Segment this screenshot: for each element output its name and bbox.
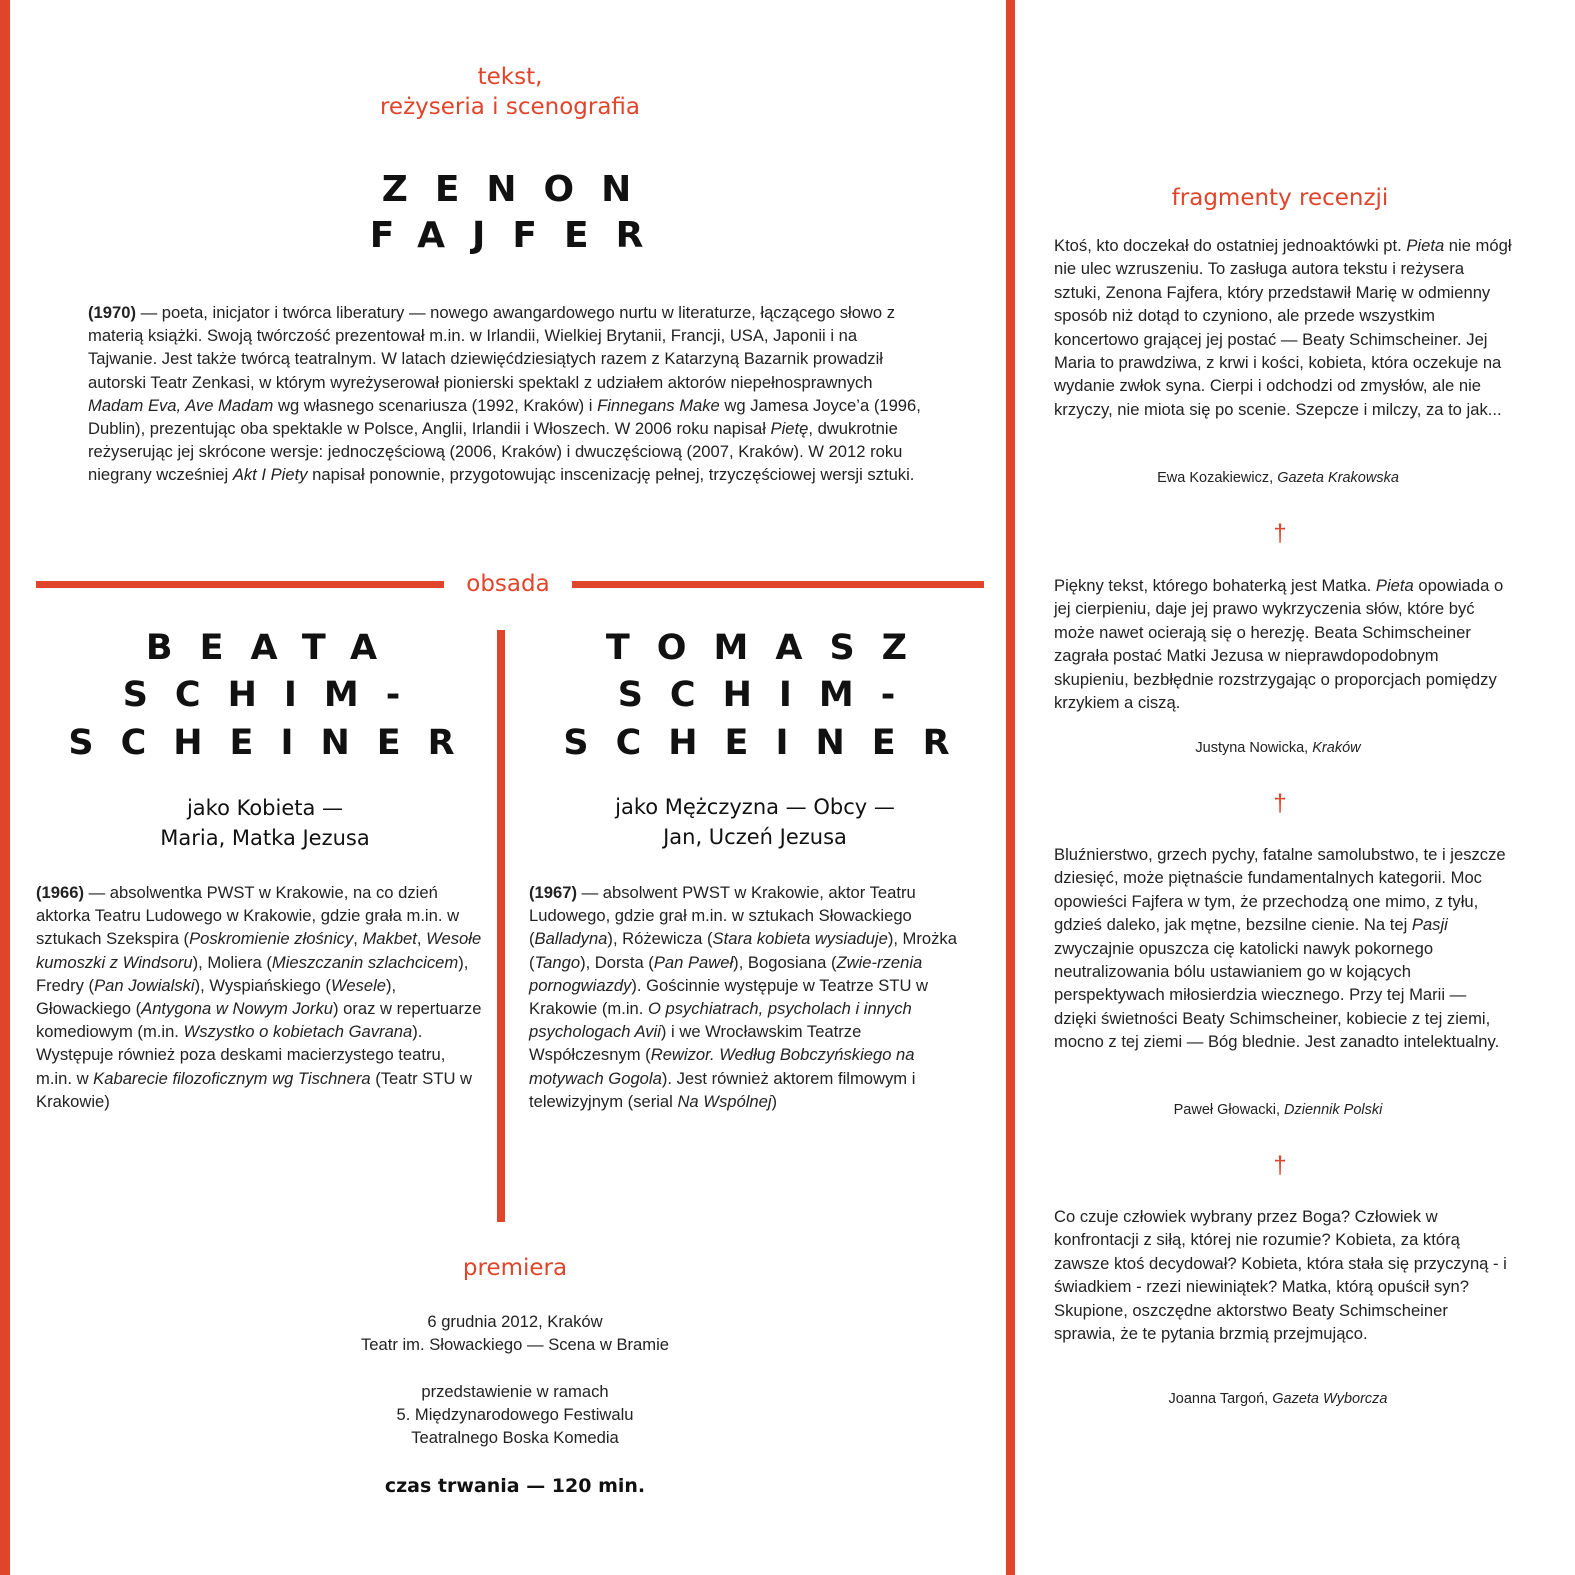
bio-text: ,: [353, 929, 363, 949]
review-text: opowiada o jej cierpieniu, daje jej prawo wykrzyczenia słów, które być może nawet ocierają się o herezję. Beata Schimscheiner zagrała postać Matki Jezusa w nieprawdopodobnym skupieniu, bezbłędnie rozstrzygając o proporcjach pomiędzy krzykiem a ciszą.: [1054, 576, 1504, 713]
bio-title: Pietę: [770, 419, 809, 439]
bio-title: Wesołe kumoszki z Windsoru: [36, 929, 482, 972]
actor-name-line-2: SCHIM-: [617, 675, 923, 715]
review-publication: Dziennik Polski: [1284, 1102, 1383, 1118]
cross-icon: †: [1273, 790, 1287, 817]
bio-text: ): [771, 1091, 778, 1111]
bio-text: — poeta, inicjator i twórca liberatury — nowego awangardowego nurtu w literaturze, łączącego słowo z materią książki. Swoją twórczość prezentował m.in. w Irlandii, Wielkiej Brytanii, Francji, USA, Japonii i na Tajwanie. Jest także twórcą teatralnym. W latach dziewięćdziesiątych razem z Katarzyną Bazarnik prowadził autorski Teatr Zenkasi, w którym wyreżyserował pionierski spektakl z udziałem aktorów niepełnosprawnych: [88, 303, 896, 392]
premiere-festival-line-1: przedstawienie w ramach: [421, 1382, 609, 1401]
bio-text: — absolwentka PWST w Krakowie, na co dzień aktorka Teatru Ludowego w Krakowie, gdzie grała m.in. w sztukach Szekspira (: [36, 883, 460, 949]
bio-text: ), Dorsta (: [580, 952, 654, 972]
column-divider-rule: [1006, 0, 1015, 1575]
bio-title: Antygona w Nowym Jorku: [141, 999, 333, 1019]
bio-text: napisał ponownie, przygotowując inscenizację pełnej, trzyczęściowej wersji sztuki.: [307, 465, 915, 485]
review-author: Ewa Kozakiewicz,: [1157, 470, 1278, 486]
cast-divider-rule: [497, 630, 505, 1222]
bio-title: Na Wspólnej: [677, 1091, 772, 1111]
bio-text: ), Wyspiańskiego (: [194, 975, 331, 995]
review-publication: Gazeta Krakowska: [1277, 470, 1399, 486]
bio-title: Finnegans Make: [597, 395, 720, 415]
bio-text: ), Fredry (: [36, 952, 469, 995]
director-bio: [88, 301, 923, 487]
credit-line-2: reżyseria i scenografia: [379, 94, 641, 120]
bio-text: ), Mrożka (: [529, 929, 957, 972]
bio-text: — absolwent PWST w Krakowie, aktor Teatru Ludowego, gdzie grał m.in. w sztukach Słowackiego (: [529, 883, 916, 949]
bio-title: Rewizor. Według Bobczyńskiego na motywach Gogola: [529, 1045, 915, 1088]
bio-title: Wszystko o kobietach Gavrana: [183, 1022, 413, 1042]
bio-title: Tango: [534, 952, 581, 972]
review-text: Ktoś, kto doczekał do ostatniej jednoaktówki pt.: [1054, 236, 1407, 255]
bio-title: O psychiatrach, psycholach i innych psychologach Avii: [529, 999, 912, 1042]
review-publication: Gazeta Wyborcza: [1272, 1391, 1388, 1407]
bio-text: ) i we Wrocławskim Teatrze Współczesnym (: [529, 1022, 862, 1065]
actress-name-line-1: BEATA: [145, 628, 405, 668]
bio-text: ) oraz w repertuarze komediowym (m.in.: [36, 999, 482, 1042]
cross-icon: †: [1273, 1152, 1287, 1179]
review-3-source: [1054, 1102, 1502, 1118]
review-text: Piękny tekst, którego bohaterką jest Matka.: [1054, 576, 1376, 595]
bio-text: ). Jest również aktorem filmowym i telewizyjnym (serial: [529, 1068, 916, 1111]
bio-title: Kabarecie filozoficznym wg Tischnera: [93, 1068, 371, 1088]
bio-title: Pan Paweł: [653, 952, 734, 972]
review-title: Pieta: [1375, 576, 1414, 595]
actor-role-line-2: Jan, Uczeń Jezusa: [663, 825, 847, 849]
cross-icon: †: [1273, 520, 1287, 547]
bio-year: (1967): [529, 883, 577, 902]
left-border-rule: [0, 0, 10, 1575]
bio-text: ), Różewicza (: [607, 929, 713, 949]
actress-name-line-2: SCHIM-: [122, 675, 428, 715]
bio-title: Madam Eva, Ave Madam: [88, 395, 274, 415]
bio-title: Wesele: [330, 975, 386, 995]
review-author: Justyna Nowicka,: [1195, 740, 1313, 756]
review-text: nie mógł nie ulec wzruszeniu. To zasługa autora tekstu i reżysera sztuki, Zenona Fajfera, który przedstawił Marię w odmienny sposób niż dotąd to czyniono, ale przede wszystkim koncertowo grającej jej postać — Beaty Schimscheiner. Jej Maria to prawdziwa, z krwi i kości, kobieta, która oczekuje na wydanie zwłok syna. Cierpi i odchodzi od zmysłów, ale nie krzyczy, nie miota się po scenie. Szepcze i milczy, za to jak...: [1054, 236, 1512, 419]
review-4-source: [1054, 1391, 1502, 1407]
director-first-name: ZENON: [381, 169, 659, 210]
review-3: [1054, 843, 1512, 1054]
review-title: Pieta: [1406, 236, 1445, 255]
review-2: [1054, 574, 1512, 714]
bio-year: (1970): [88, 303, 136, 322]
actor-bio: [529, 881, 965, 1113]
actress-bio: [36, 881, 484, 1113]
review-text: zwyczajnie opuszcza cię katolicki nawyk pokornego neutralizowania bólu ustawianiem go w kojących perspektywach miłosierdzia wiecznego. Przy tej Marii — dzięki świetności Beaty Schimscheiner, kobiecie z tej ziemi, mocno z tej ziemi — Bóg blednie. Jest zanadto intelektualny.: [1054, 938, 1500, 1052]
bio-text: ,: [416, 929, 427, 949]
bio-title: Akt I Piety: [232, 465, 308, 485]
bio-text: wg własnego scenariusza (1992, Kraków) i: [273, 395, 598, 415]
bio-title: Makbet: [362, 929, 417, 949]
bio-title: Poskromienie złośnicy: [189, 929, 354, 949]
actor-name-line-1: TOMASZ: [605, 628, 935, 668]
director-credit: [300, 62, 720, 122]
premiere-festival-line-2: 5. Międzynarodowego Festiwalu: [396, 1405, 634, 1424]
bio-text: ). Występuje również poza deskami macierzystego teatru, m.in. w: [36, 1022, 446, 1088]
bio-title: Pan Jowialski: [94, 975, 195, 995]
bio-text: ), Moliera (: [192, 952, 272, 972]
credit-line-1: tekst,: [477, 64, 543, 90]
premiere-date: 6 grudnia 2012, Kraków: [427, 1312, 603, 1331]
bio-text: , dwukrotnie reżyserując jej skrócone wersje: jednoczęściową (2006, Kraków) i dwuczęściową (2007, Kraków). W 2012 roku niegrany wcześniej: [88, 419, 903, 485]
duration: czas trwania — 120 min.: [384, 1475, 646, 1497]
bio-title: Mieszczanin szlachcicem: [271, 952, 459, 972]
review-1: [1054, 234, 1512, 421]
bio-text: ), Głowackiego (: [36, 975, 397, 1019]
bio-text: ). Gościnnie występuje w Teatrze STU w Krakowie (m.in.: [529, 975, 929, 1019]
actor-role-line-1: jako Mężczyzna — Obcy —: [615, 795, 895, 819]
bio-title: Stara kobieta wysiaduje: [712, 929, 888, 949]
bio-text: wg Jamesa Joyce’a (1996, Dublin), prezentując oba spektakle w Polsce, Anglii, Irlandii i Włoszech. W 2006 roku napisał: [88, 395, 921, 439]
cast-heading: obsada: [466, 571, 550, 597]
actress-role: [40, 793, 490, 853]
review-title: Pasji: [1411, 915, 1448, 935]
review-2-source: [1054, 740, 1502, 756]
cast-rule-right: [572, 581, 984, 588]
premiere-venue: Teatr im. Słowackiego — Scena w Bramie: [360, 1335, 670, 1354]
review-4: [1054, 1205, 1512, 1345]
review-text: Bluźnierstwo, grzech pychy, fatalne samolubstwo, te i jeszcze dziesięć, może piętnaście fundamentalnych kategorii. Moc opowieści Fajfera w tym, że przechodzą one mimo, z tyłu, gdzieś daleko, jak mętne, bezsilne cienie. Na tej: [1054, 845, 1506, 935]
cast-rule-left: [36, 581, 444, 588]
actress-role-line-1: jako Kobieta —: [186, 796, 344, 820]
premiere-festival-line-3: Teatralnego Boska Komedia: [411, 1428, 619, 1447]
director-last-name: FAJFER: [369, 215, 671, 256]
review-publication: Kraków: [1312, 740, 1361, 756]
actor-name-line-3: SCHEINER: [563, 723, 977, 763]
review-author: Joanna Targoń,: [1168, 1391, 1273, 1407]
actress-role-line-2: Maria, Matka Jezusa: [160, 826, 370, 850]
bio-title: Balladyna: [534, 929, 608, 949]
review-1-source: [1054, 470, 1502, 486]
premiere-heading: premiera: [462, 1255, 568, 1281]
bio-title: Zwie-rzenia pornogwiazdy: [529, 952, 923, 995]
bio-year: (1966): [36, 883, 84, 902]
review-author: Paweł Głowacki,: [1173, 1102, 1285, 1118]
reviews-heading: fragmenty recenzji: [1171, 185, 1389, 211]
actress-name-line-3: SCHEINER: [68, 723, 482, 763]
bio-text: (Teatr STU w Krakowie): [36, 1068, 473, 1111]
bio-text: ), Bogosiana (: [733, 952, 837, 972]
review-text: Co czuje człowiek wybrany przez Boga? Człowiek w konfrontacji z siłą, której nie rozumie? Kobieta, za którą zawsze ktoś decydował? Kobieta, która stała się przyczyną - i świadkiem - rzezi niewiniątek? Matka, którą opuścił syn? Skupione, oszczędne aktorstwo Beaty Schimscheiner sprawia, że te pytania brzmią przejmująco.: [1054, 1207, 1507, 1344]
actor-role: [530, 792, 980, 852]
